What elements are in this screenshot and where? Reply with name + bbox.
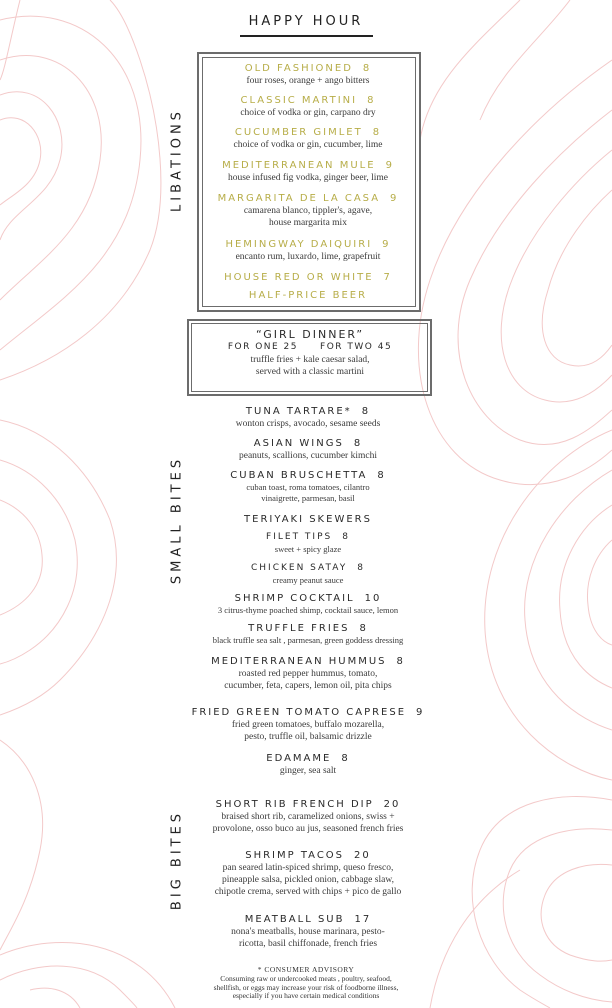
- item-description: cuban toast, roma tomatoes, cilantro: [246, 482, 370, 492]
- item-name: HALF-PRICE BEER: [248, 290, 368, 301]
- item-name: SHORT RIB FRENCH DIP: [215, 799, 374, 810]
- item-description: creamy peanut sauce: [272, 575, 344, 585]
- advisory-heading: * CONSUMER ADVISORY: [257, 965, 355, 974]
- for-two-price: FOR TWO 45: [320, 342, 393, 352]
- item-name: SHRIMP COCKTAIL: [234, 593, 355, 604]
- item-name: CUCUMBER GIMLET: [234, 127, 363, 138]
- item-description: fried green tomatoes, buffalo mozarella,: [231, 720, 385, 730]
- small-bite-item: [2, 752, 612, 777]
- for-one-price: FOR ONE 25: [227, 342, 299, 352]
- item-description: provolone, osso buco au jus, seasoned french fries: [212, 824, 404, 834]
- libation-item: [2, 159, 612, 184]
- big-bite-item: [2, 913, 612, 950]
- item-price: 8: [372, 127, 382, 138]
- item-price: 10: [364, 593, 382, 604]
- item-name: FRIED GREEN TOMATO CAPRESE: [191, 707, 407, 718]
- libation-item: [2, 289, 612, 302]
- item-price: 8: [359, 623, 368, 634]
- item-name: MARGARITA DE LA CASA: [217, 193, 381, 204]
- big-bite-item: [2, 798, 612, 835]
- libation-item: [2, 62, 612, 87]
- small-bite-item: [2, 655, 612, 692]
- libation-item: [2, 238, 612, 263]
- item-description: peanuts, scallions, cucumber kimchi: [239, 451, 377, 461]
- small-bite-item: [2, 622, 612, 646]
- small-bite-item: [2, 531, 612, 555]
- item-name: TERIYAKI SKEWERS: [244, 514, 372, 525]
- item-description: nona's meatballs, house marinara, pesto-: [231, 927, 385, 937]
- consumer-advisory: [0, 966, 612, 1001]
- item-description: cucumber, feta, capers, lemon oil, pita chips: [224, 681, 392, 691]
- small-bite-item: [2, 562, 612, 586]
- item-description: black truffle sea salt , parmesan, green goddess dressing: [212, 635, 404, 645]
- item-price: 7: [383, 272, 392, 283]
- item-price: 8: [377, 470, 386, 481]
- item-price: 9: [416, 707, 425, 718]
- item-description: encanto rum, luxardo, lime, grapefruit: [235, 252, 381, 262]
- item-price: 8: [362, 63, 372, 74]
- item-description: four roses, orange + ango bitters: [246, 76, 370, 86]
- item-price: 8: [341, 753, 350, 764]
- item-name: MEATBALL SUB: [244, 914, 345, 925]
- item-price: 9: [382, 239, 391, 250]
- item-description: camarena blanco, tippler's, agave,: [243, 206, 373, 216]
- item-description: choice of vodka or gin, cucumber, lime: [233, 140, 383, 150]
- item-description: ricotta, basil chiffonade, french fries: [238, 939, 378, 949]
- item-name: HOUSE RED OR WHITE: [224, 272, 374, 283]
- item-name: CUBAN BRUSCHETTA: [230, 470, 368, 481]
- item-price: 20: [383, 799, 401, 810]
- advisory-line: Consuming raw or undercooked meats , poultry, seafood,: [220, 973, 392, 983]
- small-bite-item: [2, 592, 612, 616]
- item-description: pan seared latin-spiced shrimp, queso fresco,: [222, 863, 394, 873]
- item-description: served with a classic martini: [255, 367, 365, 377]
- item-description: truffle fries + kale caesar salad,: [250, 355, 370, 365]
- advisory-line: especially if you have certain medical conditions: [232, 991, 380, 1001]
- item-description: ginger, sea salt: [279, 766, 337, 776]
- item-price: 8: [357, 563, 365, 573]
- item-price: 9: [390, 193, 399, 204]
- libation-item: [2, 94, 612, 119]
- item-name: TRUFFLE FRIES: [248, 623, 350, 634]
- small-bite-item: [2, 513, 612, 526]
- libation-item: [2, 192, 612, 229]
- girl-dinner-title: “GIRL DINNER”: [255, 328, 365, 341]
- item-price: 8: [367, 95, 376, 106]
- item-price: 8: [361, 406, 371, 417]
- item-name: MEDITERRANEAN MULE: [222, 160, 376, 171]
- item-name: CHICKEN SATAY: [251, 563, 348, 573]
- big-bite-item: [2, 849, 612, 898]
- item-description: chipotle crema, served with chips + pico de gallo: [214, 887, 402, 897]
- libation-item: [2, 126, 612, 151]
- item-description: vinaigrette, parmesan, basil: [261, 493, 355, 503]
- item-price: 8: [396, 656, 405, 667]
- item-name: SHRIMP TACOS: [245, 850, 345, 861]
- item-price: 17: [354, 914, 372, 925]
- item-description: choice of vodka or gin, carpano dry: [240, 108, 376, 118]
- libation-item: [2, 271, 612, 284]
- small-bite-item: [2, 405, 612, 430]
- item-name: EDAMAME: [266, 753, 332, 764]
- item-description: pesto, truffle oil, balsamic drizzle: [244, 732, 372, 742]
- item-name: OLD FASHIONED: [244, 63, 353, 74]
- advisory-line: shellfish, or eggs may increase your risk of foodborne illness,: [213, 982, 399, 992]
- girl-dinner-special: [4, 328, 612, 378]
- menu-page: HAPPY HOUR LIBATIONS SMALL BITES BIG BITES OLD FASHIONED 8 four roses, orange + ango bitters CLASSIC MARTINI 8 choice of vodka or gin, carpano dry CUCUMBER GIMLET 8 choice of vodka or gin, cucumber, lime MEDITERRANEAN MULE 9 house infused fig vodka, ginger beer, lime MARGARITA DE LA CASA 9 camarena blanco, tippler's, agave, house margarita mix HEMINGWAY DAIQUIRI 9 encanto rum, luxardo, lime, grapefruit HOUSE RED OR WHITE 7 HALF-PRICE BEER “GIRL DINNER” FOR ONE 25 FOR TWO 45 truffle fries + kale caesar salad, served with a classic martini TUNA TARTARE* 8 wonton crisps, avocado, sesame seeds ASIAN WINGS 8 peanuts, scallions, cucumber kimchi CUBAN BRUSCHETTA 8 cuban toast, roma tomatoes, cilantro vinaigrette, parmesan, basil TERIYAKI SKEWERS FILET TIPS 8 sweet + spicy glaze CHICKEN SATAY 8 creamy peanut sauce SHRIMP COCKTAIL 10 3 citrus-thyme poached shimp, cocktail sauce, lemon TRUFFLE FRIES 8 black truffle sea salt , parmesan, green goddess dressing MEDITERRANEAN HUMMUS 8 roasted red pepper hummus, tomato, cucumber, feta, capers, lemon oil, pita chips FRIED GREEN TOMATO CAPRESE 9 fried green tomatoes, buffalo mozarella, pesto, truffle oil, balsamic drizzle EDAMAME 8 ginger, sea salt SHORT RIB FRENCH DIP 20 braised short rib, caramelized onions, swiss + provolone, osso buco au jus, seasoned french fries SHRIMP TACOS 20 pan seared latin-spiced shrimp, queso fresco, pineapple salsa, pickled onion, cabbage slaw, chipotle crema, served with chips + pico de gallo MEATBALL SUB 17 nona's meatballs, house marinara, pesto- ricotta, basil chiffonade, french fries * CONSUMER ADVISORY Consuming raw or undercooked meats , poultry, seafood, shellfish, or eggs may increase your risk of foodborne illness, especially if you have certain medical conditions: [0, 0, 612, 1008]
- small-bite-item: [2, 437, 612, 462]
- item-description: sweet + spicy glaze: [274, 544, 342, 554]
- item-name: FILET TIPS: [266, 532, 333, 542]
- item-price: 9: [385, 160, 394, 171]
- small-bite-item: [2, 469, 612, 504]
- item-description: house margarita mix: [269, 218, 347, 228]
- title-underline: [240, 35, 373, 37]
- item-description: roasted red pepper hummus, tomato,: [238, 669, 378, 679]
- item-name: CLASSIC MARTINI: [240, 95, 358, 106]
- small-bite-item: [2, 706, 612, 743]
- item-description: braised short rib, caramelized onions, swiss +: [221, 812, 395, 822]
- item-name: MEDITERRANEAN HUMMUS: [211, 656, 387, 667]
- item-price: 20: [354, 850, 371, 861]
- item-description: wonton crisps, avocado, sesame seeds: [235, 419, 381, 429]
- item-description: house infused fig vodka, ginger beer, lime: [227, 173, 389, 183]
- item-price: 8: [342, 532, 350, 542]
- item-name: ASIAN WINGS: [253, 438, 344, 449]
- page-title: HAPPY HOUR: [248, 14, 364, 29]
- item-name: HEMINGWAY DAIQUIRI: [225, 239, 373, 250]
- item-description: pineapple salsa, pickled onion, cabbage slaw,: [222, 875, 394, 885]
- item-name: TUNA TARTARE*: [245, 406, 352, 417]
- item-description: 3 citrus-thyme poached shimp, cocktail sauce, lemon: [217, 605, 399, 615]
- item-price: 8: [353, 438, 363, 449]
